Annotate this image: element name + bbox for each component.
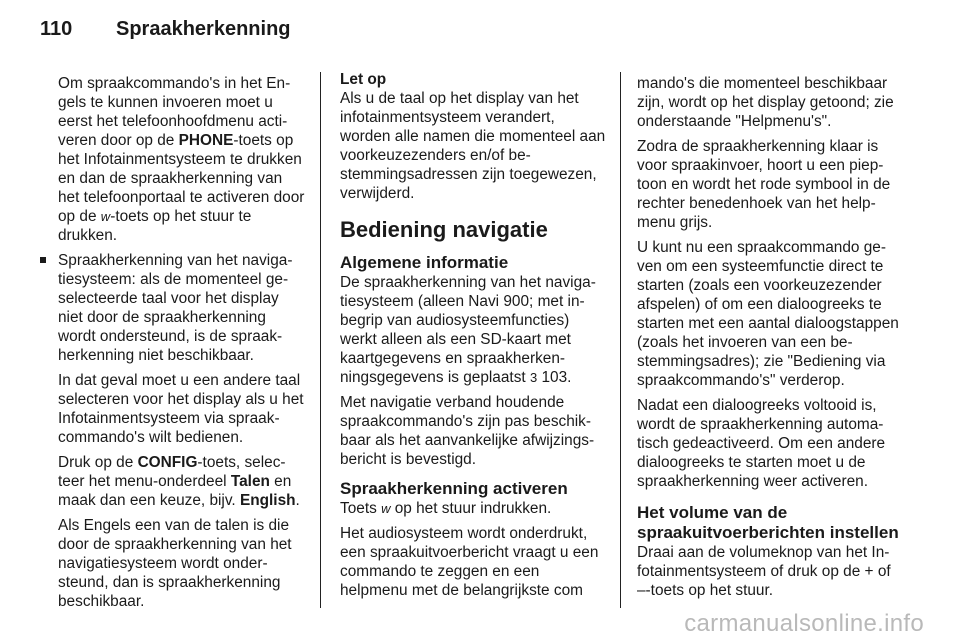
page-title: Spraakherkenning: [116, 18, 291, 40]
column-divider: [320, 72, 321, 608]
paragraph: [40, 74, 306, 245]
column-1: [40, 74, 306, 617]
key-label-phone: PHONE: [178, 132, 234, 149]
paragraph: Het audiosysteem wordt onderdrukt, een spraakuitvoerbericht vraagt u een commando te zeggen en een helpmenu met de belangrijkste com: [340, 525, 599, 599]
list-item: [40, 251, 306, 365]
watermark: carmanualsonline.info: [684, 610, 924, 637]
paragraph: Als Engels een van de talen is die door de spraakherkenning van het navigatiesysteem wordt ondersteund, dan is spraakherkenning beschikbaar.: [58, 517, 292, 610]
page-number: 110: [40, 18, 73, 40]
text: .: [295, 492, 300, 509]
subsection-title: Het volume van de spraakuitvoerberichten instellen: [637, 503, 899, 542]
paragraph: U kunt nu een spraakcommando geven om een systeemfunctie direct te starten (zoals een voorkeuzezender afspelen) of om een dialoogreeks te starten met een aantal dialoogstappen (zoals het invoeren van een bestemmingsadres); zie "Bediening via spraakcommando's" verderop.: [637, 239, 899, 389]
list-item-text: Spraakherkenning van het navigatiesysteem: als de momenteel geselecteerde taal voor het display niet door de spraakherkenning wordt ondersteund, is de spraakherkenning niet beschikbaar.: [58, 252, 293, 364]
paragraph: Zodra de spraakherkenning klaar is voor spraakinvoer, hoort u een pieptoon en wordt het rode symbool in de rechter benedenhoek van het helpmenu grijs.: [637, 138, 891, 231]
paragraph: [40, 453, 306, 510]
text: 103.: [537, 369, 572, 386]
text: Druk op de: [58, 454, 138, 471]
paragraph: In dat geval moet u een andere taal selecteren voor het display als u het Infotainmentsysteem via spraakcommando's wilt bedienen.: [58, 372, 304, 446]
text: Toets: [340, 500, 382, 517]
column-3: [637, 74, 903, 606]
paragraph: Draai aan de volumeknop van het Infotainmentsysteem of druk op de + of –-toets op het stuur.: [637, 544, 891, 599]
text: en maak dan een keuze, bijv.: [58, 473, 292, 509]
voice-button-icon: w: [381, 501, 391, 516]
page-reference-icon: 3: [529, 370, 538, 385]
section-title: Bediening navigatie: [340, 217, 548, 242]
menu-label-talen: Talen: [230, 473, 270, 490]
paragraph: [340, 273, 606, 387]
text: De spraakherkenning van het navigatiesysteem (alleen Navi 900; met inbegrip van audiosysteemfuncties) werkt alleen als een SD-kaart met kaartgegevens en spraakherkenningsgegevens is geplaatst: [340, 274, 596, 386]
text: -toets op het stuur te drukken.: [58, 208, 252, 244]
column-2: [340, 70, 606, 606]
subsection-title: Algemene informatie: [340, 253, 509, 272]
subsection-title: Spraakherkenning activeren: [340, 479, 568, 498]
column-divider: [620, 72, 621, 608]
note-title: Let op: [340, 71, 387, 88]
text: op het stuur indrukken.: [390, 500, 552, 517]
paragraph: Met navigatie verband houdende spraakcommando's zijn pas beschikbaar als het aanvankelijke afwijzingsbericht is bevestigd.: [340, 394, 595, 468]
text: Om spraakcommando's in het Engels te kunnen invoeren moet u eerst het telefoonhoofdmenu activeren door op de: [58, 75, 291, 149]
paragraph: Nadat een dialoogreeks voltooid is, wordt de spraakherkenning automatisch gedeactiveerd. Om een andere dialoogreeks te starten moet u de spraakherkenning weer activeren.: [637, 397, 886, 490]
paragraph: [340, 499, 606, 518]
note-text: Als u de taal op het display van het infotainmentsysteem verandert, worden alle namen die momenteel aan voorkeuzezenders en/of bestemmingsadressen zijn toegewezen, verwijderd.: [340, 90, 606, 202]
voice-button-icon: w: [100, 209, 111, 224]
menu-label-english: English: [239, 492, 296, 509]
text: -toets, selecteer het menu-onderdeel: [58, 454, 286, 490]
paragraph: mando's die momenteel beschikbaar zijn, wordt op het display getoond; zie onderstaande "Helpmenu's".: [637, 75, 894, 130]
text: -toets op het Infotainmentsysteem te drukken en dan de spraakherkenning van het telefoonportaal te activeren door op de: [58, 132, 305, 225]
key-label-config: CONFIG: [137, 454, 198, 471]
bullet-icon: [40, 257, 46, 263]
